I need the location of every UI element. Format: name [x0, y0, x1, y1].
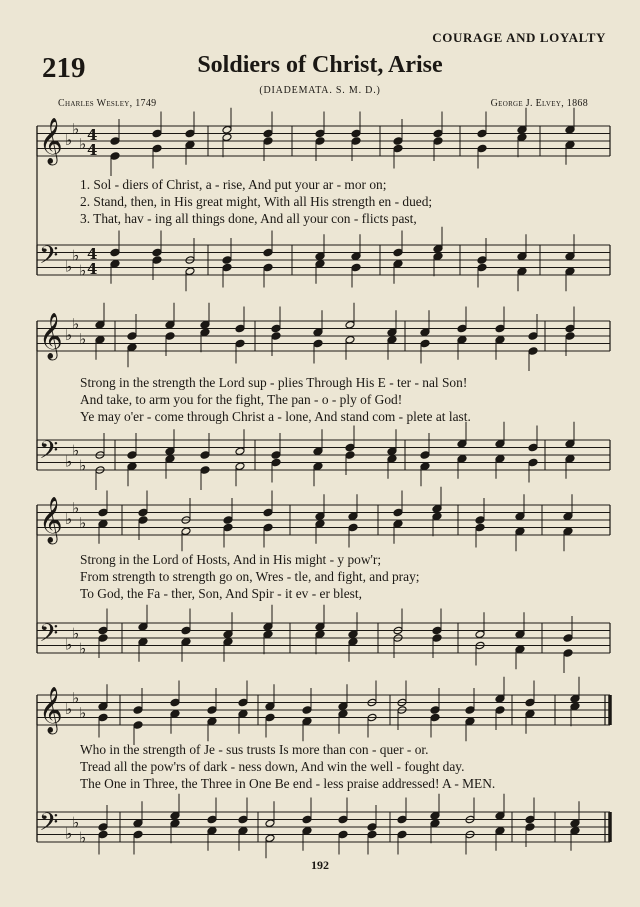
lyric-line: And take, to arm you for the fight, The pan - o - ply of God!: [80, 392, 403, 407]
svg-text:♭: ♭: [72, 498, 80, 517]
lyric-line: Who in the strength of Je - sus trusts Is more than con - quer - or.: [80, 742, 429, 757]
svg-text:4: 4: [87, 260, 98, 278]
svg-text:𝄞: 𝄞: [39, 118, 63, 164]
svg-text:𝄢: 𝄢: [39, 619, 59, 654]
svg-text:♭: ♭: [65, 257, 73, 276]
svg-text:♭: ♭: [65, 452, 73, 471]
lyric-line: Strong in the Lord of Hosts, And in His might - y pow'r;: [80, 552, 382, 567]
svg-text:𝄞: 𝄞: [39, 687, 63, 733]
svg-text:♭: ♭: [79, 134, 87, 153]
svg-text:♭: ♭: [79, 261, 87, 280]
lyric-line: Strong in the strength the Lord sup - plies Through His E - ter - nal Son!: [80, 375, 468, 390]
svg-text:♭: ♭: [65, 131, 73, 149]
composer-credit: George J. Elvey, 1868: [490, 98, 588, 109]
lyric-line: Ye may o'er - come through Christ a - lone, And stand com - plete at last.: [80, 409, 471, 424]
svg-text:♭: ♭: [72, 119, 80, 138]
svg-text:4: 4: [87, 245, 98, 263]
lyric-line: From strength to strength go on, Wres - tle, and fight, and pray;: [80, 569, 420, 584]
section-heading: COURAGE AND LOYALTY: [432, 30, 606, 45]
svg-text:♭: ♭: [79, 828, 87, 847]
lyric-line: 2. Stand, then, in His great might, With all His strength en - dued;: [80, 194, 433, 209]
lyric-line: The One in Three, the Three in One Be end - less praise addressed! A - MEN.: [80, 776, 496, 791]
svg-text:♭: ♭: [72, 246, 80, 265]
svg-text:4: 4: [87, 126, 98, 144]
svg-text:𝄞: 𝄞: [39, 313, 63, 359]
hymn-title: Soldiers of Christ, Arise: [197, 52, 443, 78]
svg-text:♭: ♭: [79, 703, 87, 722]
svg-text:♭: ♭: [65, 824, 73, 843]
tune-name: (DIADEMATA. S. M. D.): [259, 85, 381, 96]
hymn-number: 219: [42, 52, 86, 84]
svg-text:♭: ♭: [72, 813, 80, 832]
lyric-line: 3. That, hav - ing all things done, And all your con - flicts past,: [80, 211, 417, 226]
svg-text:♭: ♭: [79, 329, 87, 348]
page-number: 192: [311, 858, 329, 872]
svg-text:♭: ♭: [65, 635, 73, 654]
svg-text:4: 4: [87, 141, 98, 159]
svg-text:♭: ♭: [79, 456, 87, 475]
svg-text:𝄢: 𝄢: [39, 808, 59, 843]
svg-text:♭: ♭: [65, 700, 73, 718]
svg-text:♭: ♭: [79, 639, 87, 658]
svg-text:♭: ♭: [79, 513, 87, 532]
lyric-line: To God, the Fa - ther, Son, And Spir - it ev - er blest,: [80, 586, 362, 601]
svg-text:♭: ♭: [72, 688, 80, 707]
lyric-line: 1. Sol - diers of Christ, a - rise, And put your ar - mor on;: [80, 177, 387, 192]
svg-text:♭: ♭: [72, 314, 80, 333]
author-credit: Charles Wesley, 1749: [58, 98, 157, 109]
svg-text:♭: ♭: [72, 624, 80, 643]
svg-text:♭: ♭: [72, 441, 80, 460]
svg-text:𝄢: 𝄢: [39, 241, 59, 276]
svg-text:♭: ♭: [65, 510, 73, 528]
svg-text:𝄢: 𝄢: [39, 436, 59, 471]
svg-text:♭: ♭: [65, 326, 73, 344]
svg-text:𝄞: 𝄞: [39, 497, 63, 543]
lyric-line: Tread all the pow'rs of dark - ness down, And win the well - fought day.: [80, 759, 465, 774]
